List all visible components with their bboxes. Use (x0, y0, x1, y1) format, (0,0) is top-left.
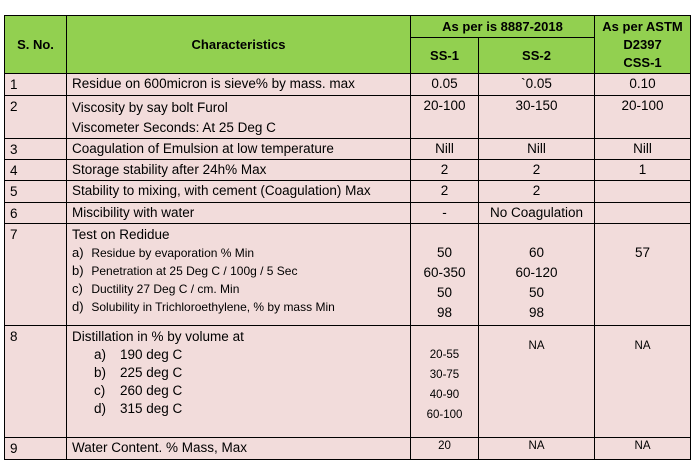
row-characteristic (67, 224, 411, 326)
sub-item-ss2-value: 98 (528, 305, 545, 320)
table-row (5, 438, 691, 460)
row-ss1-value: 2 (411, 160, 479, 181)
row-ss2-value: `0.05 (479, 74, 595, 96)
sub-item (72, 262, 406, 280)
row-astm-value (595, 181, 691, 203)
row-characteristic (67, 96, 411, 139)
header-ss1: SS-1 (411, 38, 479, 74)
row-number: 7 (5, 224, 67, 326)
sub-item-ss1-value: 60-350 (423, 265, 466, 280)
sub-item-astm-value: 57 (635, 245, 651, 260)
row-number: 1 (5, 74, 67, 96)
sub-item-label: d) (94, 401, 107, 416)
sub-item-label: c) (72, 281, 83, 296)
row-ss2-value: No Coagulation (479, 203, 595, 224)
row-ss1-value: - (411, 203, 479, 224)
row-characteristic-line: Viscosity by say bolt Furol (72, 100, 228, 115)
row-astm-value (595, 203, 691, 224)
sub-item-text: 260 deg C (120, 383, 183, 398)
row-astm-value: NA (595, 438, 691, 460)
row-number: 6 (5, 203, 67, 224)
row-characteristic: Coagulation of Emulsion at low temperature (67, 139, 411, 160)
row-characteristic (67, 326, 411, 438)
sub-item-ss1-value: 40-90 (429, 389, 460, 401)
row-characteristic-line: Viscometer Seconds: At 25 Deg C (72, 120, 276, 135)
row-number: 3 (5, 139, 67, 160)
table-row (5, 96, 691, 139)
row-astm-value: 0.10 (595, 74, 691, 96)
header-astm-line-3: CSS-1 (623, 54, 662, 70)
table-row (5, 326, 691, 438)
row-ss2-value: 2 (479, 181, 595, 203)
sub-item (72, 298, 406, 316)
row-ss2-text: NA (528, 340, 545, 352)
sub-item (72, 364, 406, 382)
row-ss2-value: NA (479, 438, 595, 460)
row-ss1-value: 20 (411, 438, 479, 460)
table-row (5, 203, 691, 224)
header-ss2: SS-2 (479, 38, 595, 74)
table-row (5, 160, 691, 181)
row-characteristic: Miscibility with water (67, 203, 411, 224)
sub-item-ss1-value: 20-55 (429, 349, 460, 361)
row-astm-value: 20-100 (595, 96, 691, 139)
table-row (5, 224, 691, 326)
spec-table-container (4, 15, 691, 460)
table-row (5, 139, 691, 160)
sub-item-label: c) (94, 383, 106, 398)
sub-item (72, 346, 406, 364)
sub-item-text: 190 deg C (120, 347, 183, 362)
row-ss1-value: 20-100 (411, 96, 479, 139)
row-astm-values (595, 224, 691, 326)
sub-item-ss2-value: 60-120 (515, 265, 558, 280)
row-ss2-value: 30-150 (479, 96, 595, 139)
row-ss1-values (411, 326, 479, 438)
row-ss1-value: 2 (411, 181, 479, 203)
sub-item-label: b) (72, 263, 84, 278)
header-is-group: As per is 8887-2018 (411, 16, 595, 38)
row-ss2-value (479, 326, 595, 438)
spec-table (4, 15, 691, 460)
row-astm-text: NA (634, 340, 651, 352)
sub-item-text: Solubility in Trichloroethylene, % by mass Min (91, 300, 335, 314)
row-ss2-value: 2 (479, 160, 595, 181)
sub-item-text: Residue by evaporation % Min (91, 246, 255, 260)
sub-item-ss1-value: 60-100 (426, 409, 463, 421)
row-characteristic: Residue on 600micron is sieve% by mass. max (67, 74, 411, 96)
table-row (5, 74, 691, 96)
sub-item (72, 280, 406, 298)
sub-item-text: 225 deg C (120, 365, 183, 380)
sub-item-text: Penetration at 25 Deg C / 100g / 5 Sec (91, 264, 298, 278)
header-astm (595, 16, 691, 74)
row-ss1-values (411, 224, 479, 326)
row-section-title: Distillation in % by volume at (72, 329, 244, 344)
header-astm-line-1: As per ASTM (602, 18, 683, 34)
row-astm-value (595, 326, 691, 438)
row-ss2-value: Nill (479, 139, 595, 160)
sub-item-label: a) (94, 347, 107, 362)
sub-item-ss1-value: 50 (436, 285, 453, 300)
sub-item-label: a) (72, 245, 84, 260)
sub-item-ss1-value: 30-75 (429, 369, 460, 381)
header-astm-line-2: D2397 (623, 36, 662, 52)
row-number: 5 (5, 181, 67, 203)
row-characteristic: Storage stability after 24h% Max (67, 160, 411, 181)
sub-item-label: b) (94, 365, 107, 380)
row-ss1-value: Nill (411, 139, 479, 160)
row-ss2-values (479, 224, 595, 326)
row-number: 4 (5, 160, 67, 181)
row-characteristic: Stability to mixing, with cement (Coagulation) Max (67, 181, 411, 203)
row-astm-value: Nill (595, 139, 691, 160)
table-row (5, 181, 691, 203)
sub-item-text: 315 deg C (120, 401, 183, 416)
sub-item-ss2-value: 60 (528, 245, 545, 260)
row-number: 9 (5, 438, 67, 460)
sub-item-text: Ductility 27 Deg C / cm. Min (91, 282, 240, 296)
sub-item (72, 244, 406, 262)
row-section-title: Test on Redidue (72, 227, 170, 242)
sub-item-label: d) (72, 299, 84, 314)
sub-item (72, 382, 406, 400)
row-number: 2 (5, 96, 67, 139)
sub-item (72, 400, 406, 418)
row-characteristic: Water Content. % Mass, Max (67, 438, 411, 460)
sub-item-ss1-value: 98 (436, 305, 453, 320)
row-ss1-value: 0.05 (411, 74, 479, 96)
sub-item-ss2-value: 50 (528, 285, 545, 300)
row-astm-value: 1 (595, 160, 691, 181)
sub-item-ss1-value: 50 (436, 245, 453, 260)
header-sno: S. No. (5, 16, 67, 74)
row-number: 8 (5, 326, 67, 438)
header-characteristics: Characteristics (67, 16, 411, 74)
